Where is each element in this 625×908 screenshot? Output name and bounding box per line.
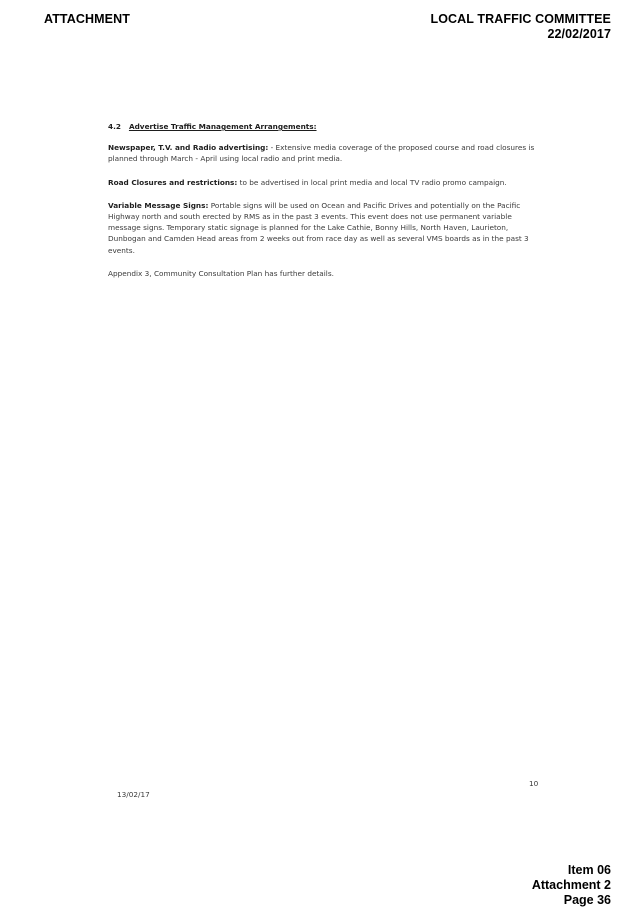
footer-attachment: Attachment 2 xyxy=(531,878,611,892)
page-footer xyxy=(532,863,611,908)
paragraph-variable-message-signs xyxy=(108,200,542,256)
paragraph-road-closures xyxy=(108,177,542,188)
paragraph-text: Portable signs will be used on Ocean and Pacific Drives and potentially on the Pacific Highway north and south erected by RMS as in the past 3 events. This event does not use permanent variable message signs. Temporary static signage is planned for the Lake Cathie, Bonny Hills, North Haven, Laurieton, Dunbogan and Camden Head areas from 2 weeks out from race day as well as several VMS boards as in the past 3 events. xyxy=(108,200,529,255)
committee-header xyxy=(430,12,611,42)
attachment-header: ATTACHMENT xyxy=(44,12,130,26)
paragraph-label: Newspaper, T.V. and Radio advertising: xyxy=(108,143,269,153)
committee-name: LOCAL TRAFFIC COMMITTEE xyxy=(430,12,611,26)
paragraph-appendix-note xyxy=(108,268,542,279)
paragraph-text: Appendix 3, Community Consultation Plan has further details. xyxy=(108,268,334,278)
footer-page: Page 36 xyxy=(563,893,611,907)
section-heading xyxy=(108,121,542,132)
paragraph-media-advertising xyxy=(108,142,542,164)
section-title: Advertise Traffic Management Arrangements: xyxy=(128,122,317,131)
document-page-number: 10 xyxy=(529,779,539,788)
footer-item: Item 06 xyxy=(567,863,611,877)
paragraph-label: Road Closures and restrictions: xyxy=(108,177,238,187)
document-date: 13/02/17 xyxy=(117,790,150,799)
document-body xyxy=(108,121,542,291)
section-number: 4.2 xyxy=(108,122,121,131)
committee-date: 22/02/2017 xyxy=(547,27,611,41)
paragraph-text: - Extensive media coverage of the proposed course and road closures is planned through March - April using local radio and print media. xyxy=(108,143,535,164)
paragraph-label: Variable Message Signs: xyxy=(108,200,209,210)
paragraph-text: to be advertised in local print media and local TV radio promo campaign. xyxy=(237,177,507,187)
